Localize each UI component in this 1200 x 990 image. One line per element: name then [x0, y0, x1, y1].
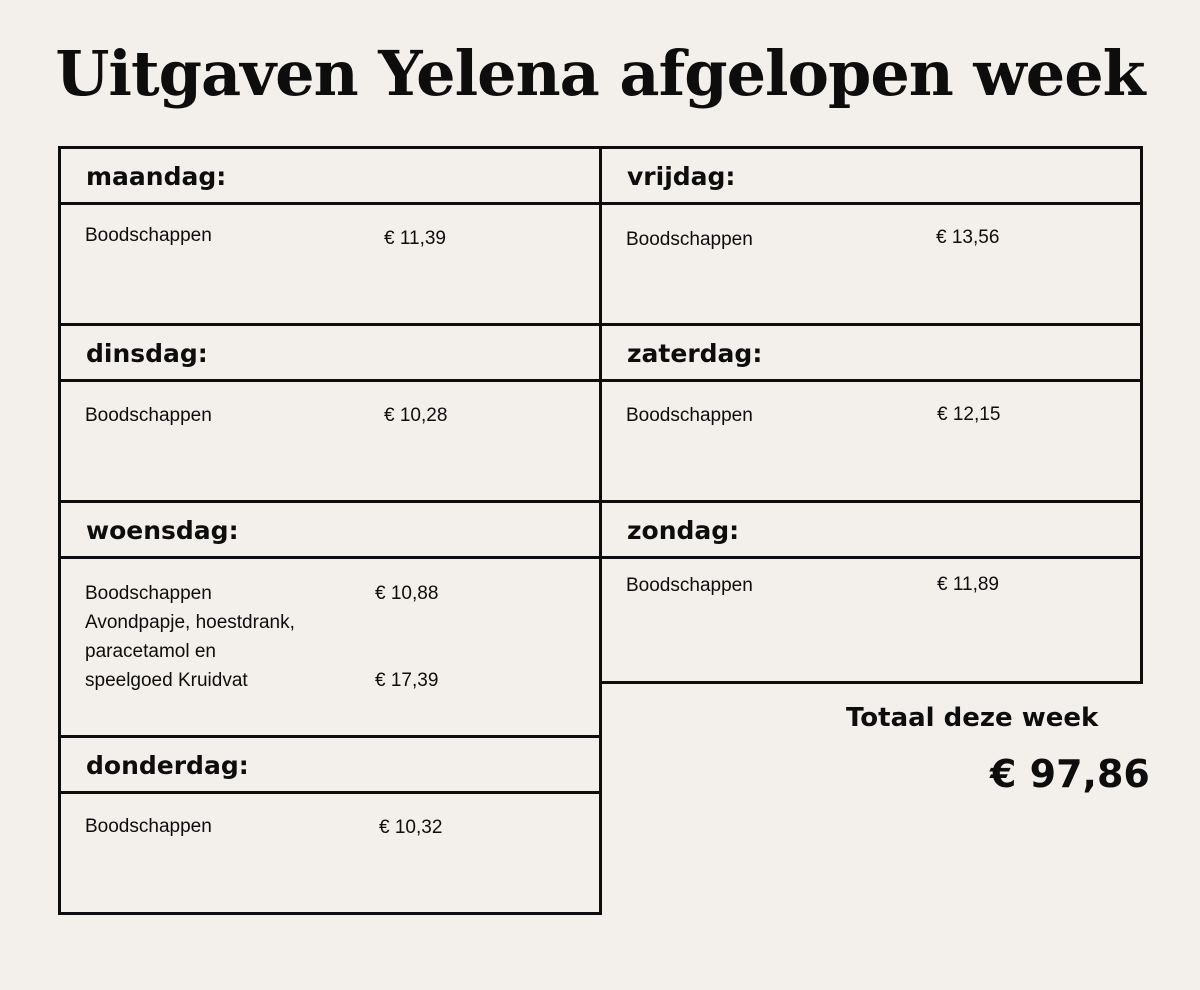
total-value: € 97,86: [990, 752, 1150, 796]
day-header-woensdag: woensdag:: [61, 503, 599, 559]
day-header-dinsdag: dinsdag:: [61, 326, 599, 382]
day-body-vrijdag: [602, 205, 1140, 326]
expense-description: Boodschappen: [626, 575, 753, 596]
expense-amount: € 11,89: [937, 574, 999, 595]
expense-description: speelgoed Kruidvat: [85, 670, 248, 691]
expense-amount: € 13,56: [936, 227, 1000, 248]
left-day-column: [58, 146, 602, 915]
day-body-dinsdag: [61, 382, 599, 503]
expense-amount: € 10,28: [384, 405, 448, 426]
day-body-donderdag: [61, 794, 599, 914]
expense-description: paracetamol en: [85, 641, 216, 662]
day-header-zaterdag: zaterdag:: [602, 326, 1140, 382]
total-label: Totaal deze week: [846, 703, 1099, 733]
expense-amount: € 17,39: [375, 670, 439, 691]
expense-description: Avondpapje, hoestdrank,: [85, 612, 295, 633]
day-header-maandag: maandag:: [61, 149, 599, 205]
day-header-donderdag: donderdag:: [61, 738, 599, 794]
expense-amount: € 10,88: [375, 583, 439, 604]
page-title: Uitgaven Yelena afgelopen week: [55, 37, 1145, 110]
expense-description: Boodschappen: [626, 229, 753, 250]
right-day-column: [599, 146, 1143, 684]
expense-description: Boodschappen: [85, 816, 212, 837]
day-body-zondag: [602, 559, 1140, 679]
expense-amount: € 10,32: [379, 817, 443, 838]
day-body-woensdag: [61, 559, 599, 738]
expense-description: Boodschappen: [626, 405, 753, 426]
day-body-zaterdag: [602, 382, 1140, 503]
day-header-zondag: zondag:: [602, 503, 1140, 559]
expense-description: Boodschappen: [85, 225, 212, 246]
day-header-vrijdag: vrijdag:: [602, 149, 1140, 205]
expense-description: Boodschappen: [85, 583, 212, 604]
expense-amount: € 12,15: [937, 404, 1001, 425]
day-body-maandag: [61, 205, 599, 326]
expense-description: Boodschappen: [85, 405, 212, 426]
expense-amount: € 11,39: [384, 228, 446, 249]
